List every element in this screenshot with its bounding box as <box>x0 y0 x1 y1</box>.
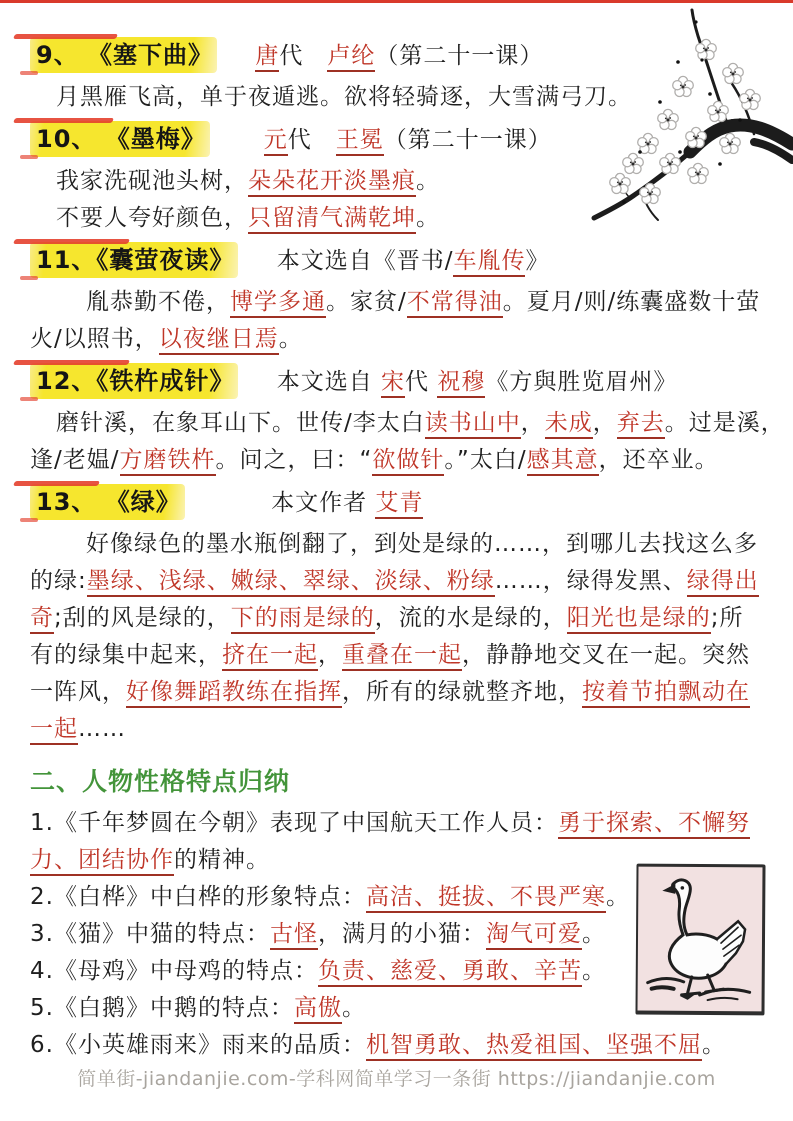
red-underlined-text: 按着节拍飘动在 <box>582 679 750 708</box>
section-13-text-line-6 <box>30 711 785 748</box>
red-underlined-text: 阳光也是绿的 <box>567 605 711 634</box>
text-segment: 代 <box>287 127 336 153</box>
text-segment: ;刮的风是绿的， <box>54 605 231 631</box>
text-segment: 逢/老媪/ <box>30 447 120 473</box>
red-underlined-text: 朵朵花开淡墨痕 <box>248 168 416 197</box>
text-segment: 的精神。 <box>174 847 270 873</box>
text-segment: 本文选自《晋书/ <box>244 248 454 274</box>
section-11-text-line-2 <box>30 321 785 358</box>
red-underlined-text: 宋 <box>381 369 405 398</box>
section-13-text-line-5 <box>30 674 785 711</box>
text-segment: 》 <box>525 248 550 274</box>
section-11-heading <box>30 238 785 283</box>
red-underlined-text: 感其意 <box>527 447 599 476</box>
text-segment: 磨针溪，在象耳山下。世传/李太白 <box>56 410 425 436</box>
text-segment: ， <box>592 410 617 436</box>
red-underlined-text: 欲做针 <box>372 447 444 476</box>
text-segment: 。 <box>581 958 606 984</box>
text-segment: 代 <box>279 43 328 69</box>
red-underlined-text: 卢纶 <box>327 43 375 72</box>
text-segment: …… <box>78 716 126 742</box>
red-underlined-text: 力、团结协作 <box>30 847 174 876</box>
highlighted-title: 12、《铁杵成针》 <box>30 363 238 399</box>
text-segment: ，流的水是绿的， <box>374 605 567 631</box>
red-underlined-text: 唐 <box>255 43 279 72</box>
section-10-poem-line-2 <box>30 200 785 237</box>
text-segment: 月黑雁飞高，单于夜遁逃。欲将轻骑逐，大雪满弓刀。 <box>56 84 632 110</box>
red-underlined-text: 机智勇敢、热爱祖国、坚强不屈 <box>366 1032 702 1061</box>
red-underlined-text: 墨绿、浅绿、嫩绿、翠绿、淡绿、粉绿 <box>87 568 495 597</box>
section-9-poem-line <box>30 79 785 116</box>
text-segment: 本文作者 <box>190 490 376 516</box>
red-underlined-text: 古怪 <box>270 921 318 950</box>
red-underlined-text: 绿得出 <box>687 568 759 597</box>
text-segment: 。 <box>701 1032 726 1058</box>
text-segment: 不要人夸好颜色， <box>56 205 248 231</box>
section-12-text-line-2 <box>30 442 785 479</box>
text-segment: ， <box>318 642 342 668</box>
text-segment: 的绿: <box>30 568 87 594</box>
text-segment: 我家洗砚池头树， <box>56 168 248 194</box>
red-underlined-text: 淘气可爱 <box>486 921 582 950</box>
text-segment: 好像绿色的墨水瓶倒翻了，到处是绿的……，到哪儿去找这么多 <box>86 531 758 557</box>
highlighted-title: 9、 《塞下曲》 <box>30 37 217 73</box>
red-underlined-text: 方磨铁杵 <box>120 447 216 476</box>
text-segment <box>223 43 255 69</box>
text-segment: 6.《小英雄雨来》雨来的品质： <box>30 1032 366 1058</box>
red-underlined-text: 下的雨是绿的 <box>231 605 375 634</box>
section-12-text-line-1 <box>30 405 785 442</box>
text-segment: ，所有的绿就整齐地， <box>342 679 582 705</box>
text-segment: 。 <box>341 995 366 1021</box>
red-underlined-text: 元 <box>264 127 288 156</box>
section-11-text-line-1 <box>30 284 785 321</box>
section-9-heading <box>30 33 785 78</box>
text-segment: ，还卒业。 <box>598 447 719 473</box>
text-segment: 4.《母鸡》中母鸡的特点： <box>30 958 318 984</box>
red-underlined-text: 好像舞蹈教练在指挥 <box>126 679 342 708</box>
text-segment: （第二十一课） <box>383 127 552 153</box>
text-segment: 。 <box>416 205 440 231</box>
goose-icon <box>638 867 763 1012</box>
red-underlined-text: 弃去 <box>617 410 665 439</box>
red-underlined-text: 祝穆 <box>437 369 485 398</box>
text-segment: ，满月的小猫： <box>317 921 486 947</box>
text-segment: 胤恭勤不倦， <box>86 289 230 315</box>
text-segment: 有的绿集中起来， <box>30 642 222 668</box>
text-segment: 2.《白桦》中白桦的形象特点： <box>30 884 366 910</box>
text-segment: 。过是溪， <box>664 410 785 436</box>
top-red-bar <box>0 0 793 3</box>
highlighted-title: 10、 《墨梅》 <box>30 121 210 157</box>
section-10-heading <box>30 117 785 162</box>
red-underlined-text: 一起 <box>30 716 78 745</box>
text-segment: 。 <box>605 884 630 910</box>
text-segment: 《方與胜览眉州》 <box>485 369 678 395</box>
text-segment: 3.《猫》中猫的特点： <box>30 921 270 947</box>
text-segment: ……，绿得发黑、 <box>494 568 687 594</box>
red-underlined-text: 不常得油 <box>407 289 503 318</box>
section-13-text-line-4 <box>30 637 785 674</box>
section-13-text-line-1 <box>30 526 785 563</box>
red-underlined-text: 王冕 <box>336 127 384 156</box>
text-segment: ， <box>520 410 545 436</box>
red-underlined-text: 未成 <box>545 410 593 439</box>
section-12-heading <box>30 359 785 404</box>
goose-illustration-box <box>635 864 765 1016</box>
text-segment <box>216 127 264 153</box>
green-heading-text: 二、人物性格特点归纳 <box>30 767 291 796</box>
section-10-poem-line-1 <box>30 163 785 200</box>
red-underlined-text: 只留清气满乾坤 <box>248 205 416 234</box>
section-13-text-line-2 <box>30 563 785 600</box>
red-underlined-text: 车胤传 <box>453 248 525 277</box>
text-segment: （第二十一课） <box>375 43 544 69</box>
red-underlined-text: 以夜继日焉 <box>159 326 279 355</box>
text-segment: 5.《白鹅》中鹅的特点： <box>30 995 294 1021</box>
red-underlined-text: 艾青 <box>375 490 423 519</box>
red-underlined-text: 负责、慈爱、勇敢、辛苦 <box>318 958 582 987</box>
text-segment: 火/以照书， <box>30 326 159 352</box>
red-underlined-text: 博学多通 <box>230 289 326 318</box>
text-segment: 1.《千年梦圆在今朝》表现了中国航天工作人员： <box>30 810 558 836</box>
red-underlined-text: 读书山中 <box>425 410 521 439</box>
highlighted-title: 11、《囊萤夜读》 <box>30 242 238 278</box>
red-underlined-text: 挤在一起 <box>222 642 318 671</box>
part-2-heading <box>30 760 785 805</box>
highlighted-title: 13、 《绿》 <box>30 484 185 520</box>
part-2-item-1-line-1 <box>30 805 785 842</box>
section-13-heading <box>30 480 785 525</box>
text-segment: 。问之，曰：“ <box>215 447 373 473</box>
section-13-text-line-3 <box>30 600 785 637</box>
text-segment: 。 <box>581 921 606 947</box>
text-segment: 。 <box>416 168 440 194</box>
text-segment: 。夏月/则/练囊盛数十萤 <box>502 289 761 315</box>
text-segment: 。家贫/ <box>326 289 407 315</box>
text-segment: ，静静地交叉在一起。突然 <box>462 642 750 668</box>
footer-watermark: 简单街-jiandanjie.com-学科网简单学习一条街 https://jiandanjie.com <box>77 1068 716 1090</box>
text-segment: 。”太白/ <box>444 447 527 473</box>
text-segment: 。 <box>278 326 303 352</box>
part-2-item-6 <box>30 1027 785 1064</box>
text-segment: 代 <box>405 369 438 395</box>
text-segment: 一阵风， <box>30 679 126 705</box>
text-segment: ;所 <box>710 605 744 631</box>
red-underlined-text: 重叠在一起 <box>342 642 462 671</box>
text-segment: 本文选自 <box>244 369 382 395</box>
red-underlined-text: 高洁、挺拔、不畏严寒 <box>366 884 606 913</box>
red-underlined-text: 勇于探索、不懈努 <box>558 810 750 839</box>
red-underlined-text: 高傲 <box>294 995 342 1024</box>
red-underlined-text: 奇 <box>30 605 54 634</box>
